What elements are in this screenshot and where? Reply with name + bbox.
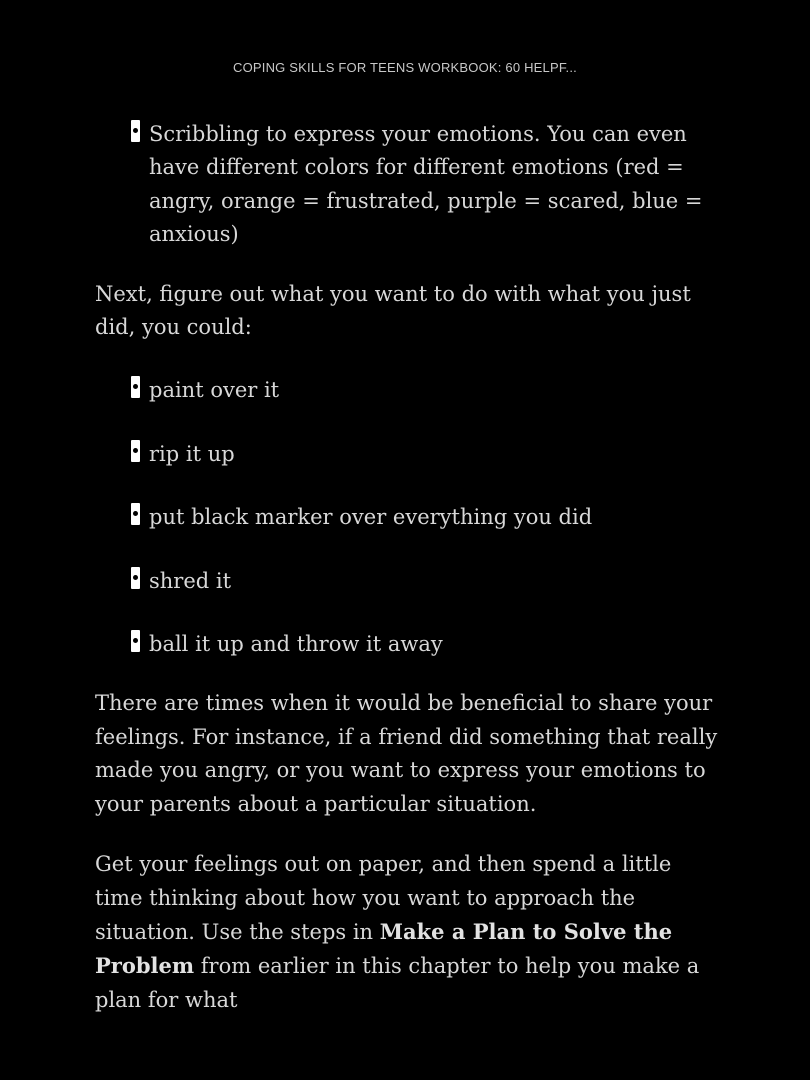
bullet-icon <box>131 567 140 589</box>
list-item <box>95 118 720 252</box>
list-item-text: ball it up and throw it away <box>149 632 443 657</box>
bullet-icon <box>131 440 140 462</box>
reading-content <box>95 118 720 1044</box>
paragraph-next-steps: Next, figure out what you want to do with what you just did, you could: <box>95 281 691 340</box>
list-item-text: rip it up <box>149 441 235 466</box>
list-item <box>95 628 720 661</box>
bullet-list-expression <box>95 118 720 252</box>
section-link-make-a-plan[interactable]: Make a Plan to Solve the Problem <box>95 918 673 979</box>
list-item <box>95 565 720 598</box>
paragraph-text-after: from earlier in this chapter to help you make a plan for what <box>95 954 700 1012</box>
list-item-text: Scribbling to express your emotions. You can even have different colors for different emotions (red = angry, orange = frustrated, purple = scared, blue = anxious) <box>149 122 703 247</box>
list-item <box>95 374 720 407</box>
list-item <box>95 501 720 534</box>
list-item-text: paint over it <box>149 378 280 403</box>
bullet-icon <box>131 376 140 398</box>
list-item-text: shred it <box>149 568 232 593</box>
book-title-header: COPING SKILLS FOR TEENS WORKBOOK: 60 HELPF... <box>233 60 577 75</box>
list-item <box>95 438 720 471</box>
paragraph-share-feelings: There are times when it would be beneficial to share your feelings. For instance, if a friend did something that really made you angry, or you want to express your emotions to your parents about a particular situation. <box>95 691 718 816</box>
bullet-icon <box>131 120 140 142</box>
paragraph-text-before: Get your feelings out on paper, and then spend a little time thinking about how you want to approach the situation. Use the steps in <box>95 852 672 944</box>
bullet-list-options <box>95 374 720 661</box>
paragraph-make-plan <box>95 848 720 1017</box>
list-item-text: put black marker over everything you did <box>149 505 593 530</box>
bullet-icon <box>131 503 140 525</box>
bullet-icon <box>131 630 140 652</box>
